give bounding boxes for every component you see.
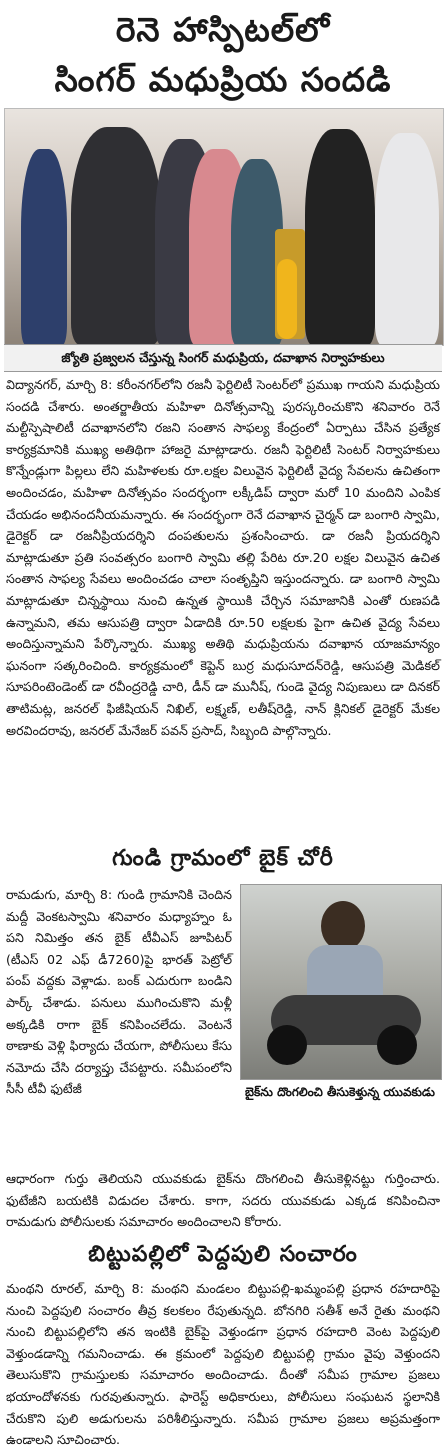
article1-headline-line1: రెనె హాస్పిటల్‌లో (115, 10, 331, 49)
lamp-lighting-photo (4, 108, 444, 346)
article1-headline-line2: సింగర్ మధుప్రియ సందడి (54, 60, 392, 99)
article3-body: మంథని రూరల్, మార్చి 8: మంథని మండలం బిట్టుపల్లి-ఖమ్మంపల్లి ప్రధాన రహదారిపై నుంచి పెద్దపులి సంచారం తీవ్ర కలకలం రేపుతున్నది. బోనగిరి సతీశ్ అనే రైతు మంథని నుంచి బిట్టుపల్లిలోని తన ఇంటికి బైక్‌పై వెళ్తుండగా ప్రధాన రహదారి వెంట పెద్దపులి వెళ్తుండడాన్ని గమనించాడు. ఈ క్రమంలో పెద్దపులి బిట్టుపల్లి గ్రామం వైపు వెళ్తుందని తెలుసుకొని గ్రామస్తులకు సమాచారం అందించాడు. దీంతో సమీప గ్రామాల ప్రజలు భయాందోళనకు గురవుతున్నారు. ఫారెస్ట్ అధికారులు, పోలీసులు సంఘటన స్థలానికి చేరుకొని పులి అడుగులను పరిశీలిస్తున్నారు. సమీప గ్రామాల ప్రజలు అప్రమత్తంగా ఉండాలని సూచించారు. (6, 1281, 440, 1448)
article2-photo-caption: బైక్‌ను దొంగలించి తీసుకెళ్తున్న యువకుడు (245, 1085, 435, 1099)
article2-body-full: ఆధారంగా గుర్తు తెలియని యువకుడు బైక్‌ను దొంగలించి తీసుకెళ్లినట్టు గుర్తించారు. ఫుటేజీని బయటికి విడుదల చేశారు. కాగా, సదరు యువకుడు ఎక్కడ కనిపించినా రామడుగు పోలీసులకు సమాచారం అందించాలని కోరారు. (6, 1171, 440, 1230)
article1-body: విద్యానగర్, మార్చి 8: కరీంనగర్‌లోని రజనీ ఫెర్టిలిటీ సెంటర్‌లో ప్రముఖ గాయని మధుప్రియ సందడి చేశారు. అంతర్జాతీయ మహిళా దినోత్సవాన్ని పురస్కరించుకొని శనివారం రెనే మల్టీస్పెషాలిటీ దవాఖానలోని రజని సంతాన సాఫల్య కేంద్రంలో ఏర్పాటు చేసిన ప్రత్యేక కార్యక్రమానికి ముఖ్య అతిథిగా హాజరై మాట్లాడారు. రజనీ ఫెర్టిలిటీ సెంటర్ నిర్వాహకులు కొన్నేండ్లుగా పిల్లలు లేని మహిళలకు రూ.లక్షల విలువైన ఫెర్టిలిటీ వైద్య సేవలను ఉచితంగా అందించడం, మహిళా దినోత్సవం సందర్భంగా లక్కీడిప్ ద్వారా మరో 10 మందిని ఎంపిక చేయడం అభినందనీయమన్నారు. ఈ సందర్భంగా రెనే దవాఖాన చైర్మన్ డా బంగారి స్వామి, డైరెక్టర్ డా రజనీప్రియదర్శిని దంపతులను ప్రశంసించారు. డా రజనీ ప్రియదర్శిని మాట్లాడుతూ ప్రతి సంవత్సరం బంగారి స్వామి తల్లి పేరిట రూ.20 లక్షల విలువైన ఉచిత సంతాన సాఫల్య సేవలు అందించడం చాలా సంతృప్తిని ఇస్తుందన్నారు. డా బంగారి స్వామి మాట్లాడుతూ చిన్నస్థాయి నుంచి ఉన్నత స్థాయికి చేర్చిన సమాజానికి ఎంతో రుణపడి ఉన్నామని, తమ ఆసుపత్రి ద్వారా ఏడాదికి రూ.50 లక్షలకు పైగా ఉచిత వైద్య సేవలు అందిస్తున్నామని పేర్కొన్నారు. ముఖ్య అతిథి మధుప్రియను దవాఖాన యాజమాన్యం ఘనంగా సత్కరించింది. కార్యక్రమంలో కెప్టెన్ బుర్ర మధుసూదన్‌రెడ్డి, ఆసుపత్రి మెడికల్ సూపరింటెండెంట్ డా రవీంద్రరెడ్డి చారి, డీన్ డా మునీష్, గుండె వైద్య నిపుణులు డా దినకర్ తాటిమట్ల, జనరల్ ఫిజీషియన్ నిఖిల్, లక్ష్మణ్, లతీష్‌రెడ్డి, నాన్ క్లినికల్ డైరెక్టర్ మేకల అరవిందరావు, జనరల్ మేనేజర్ పవన్ ప్రసాద్, సిబ్బంది పాల్గొన్నారు. (6, 377, 440, 738)
article2-headline: గుండి గ్రామంలో బైక్ చోరీ (112, 846, 334, 871)
article3-headline: బిట్టుపల్లిలో పెద్దపులి సంచారం (88, 1242, 358, 1267)
article2-body-left: రామడుగు, మార్చి 8: గుండి గ్రామానికి చెందిన మద్దీ వెంకటస్వామి శనివారం మధ్యాహ్నం ఓ పని నిమిత్తం తన బైక్ టీవీఎస్ జూపిటర్ (టీఎస్ 02 ఎఫ్ డీ7260)పై భారత్ పెట్రోల్ పంప్ వద్దకు వెళ్లాడు. బంక్ ఎదురుగా బండిని పార్క్ చేశాడు. పనులు ముగించుకొని మళ్లీ అక్కడికి రాగా బైక్ కనిపించలేదు. వెంటనే ఠాణాకు వెళ్లి ఫిర్యాదు చేయగా, పోలీసులు కేసు నమోదు చేసి దర్యాప్తు చేపట్టారు. సమీపంలోని సీసీ టీవీ ఫుటేజీ (6, 887, 232, 1097)
article1-photo-caption: జ్యోతి ప్రజ్వలన చేస్తున్న సింగర్ మధుప్రియ, దవాఖాన నిర్వాహకులు (4, 344, 442, 372)
bike-theft-cctv-photo (240, 884, 442, 1080)
